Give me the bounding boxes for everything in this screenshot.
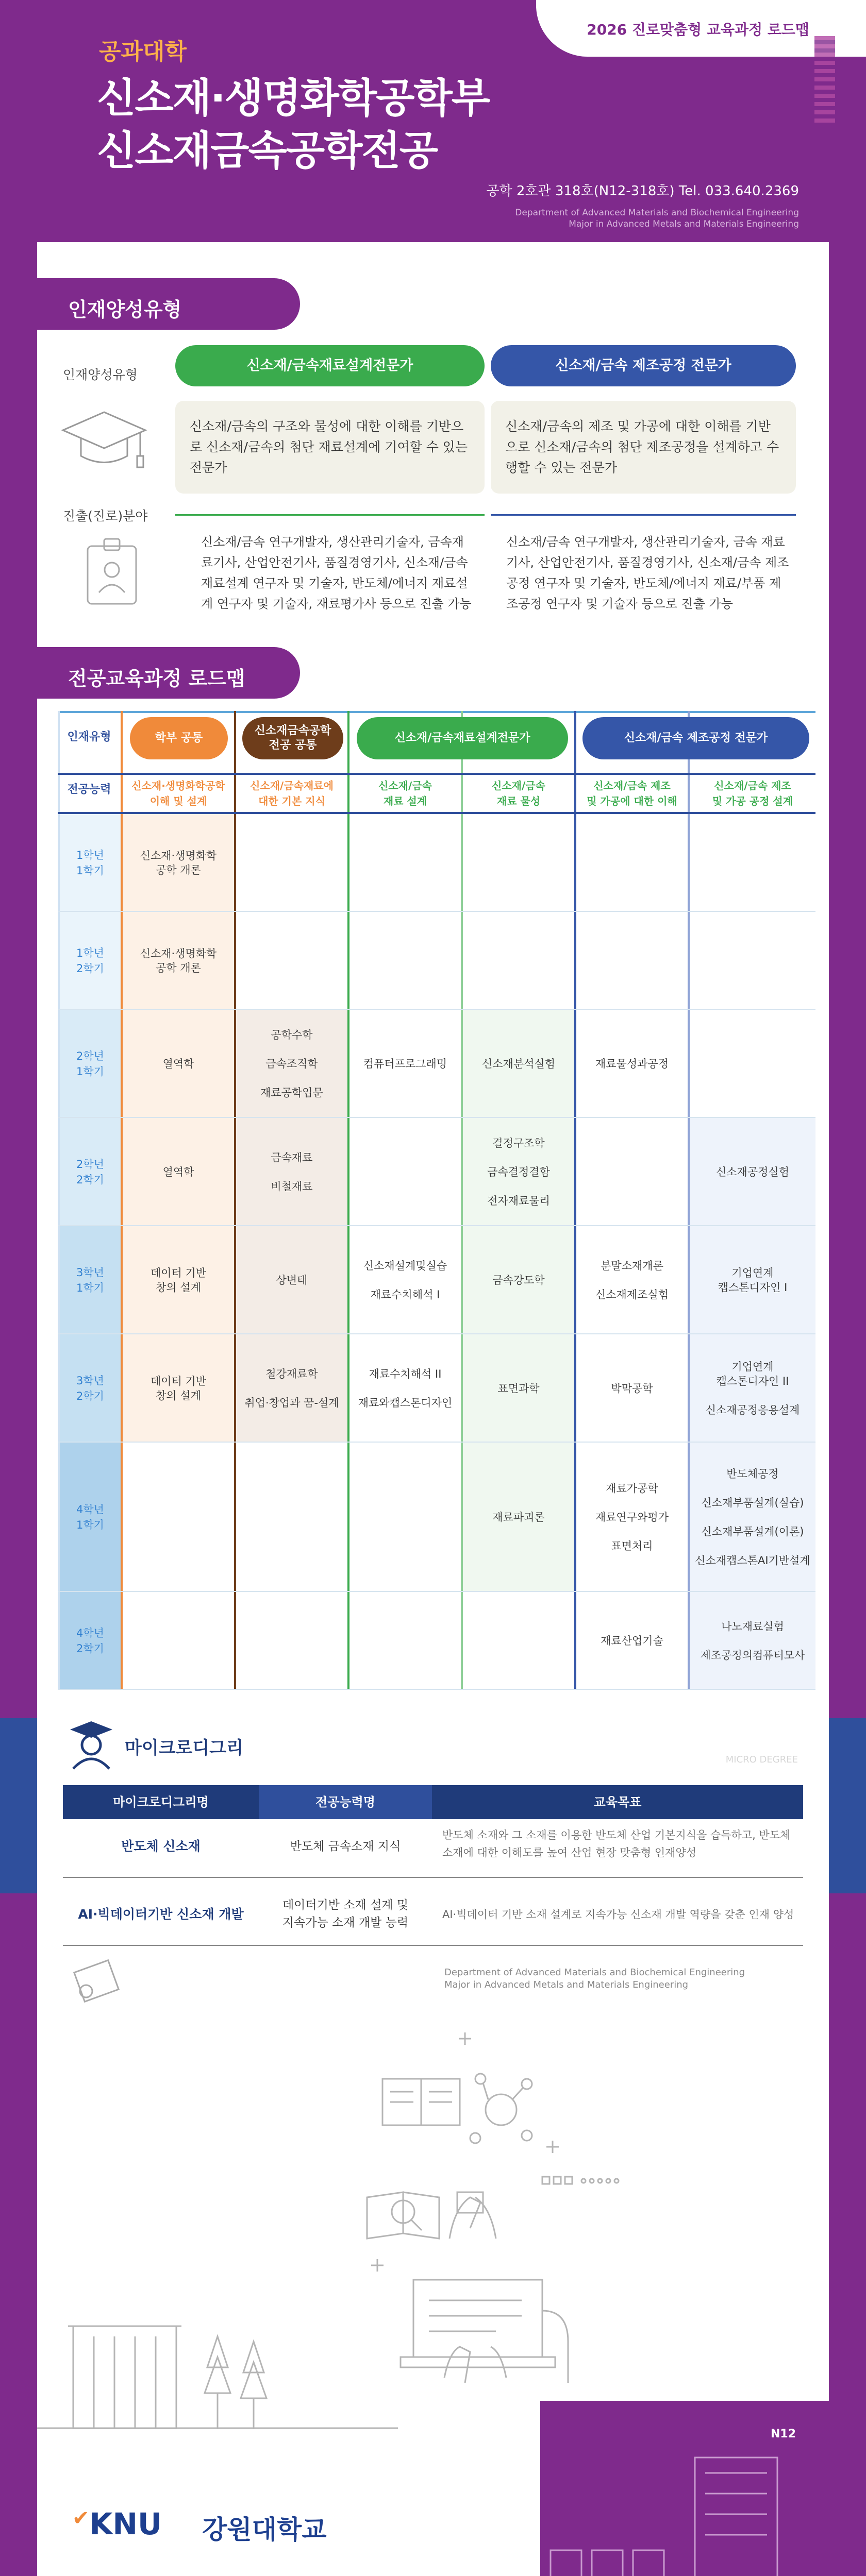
course-name: 신소재분석실험 [481, 1058, 555, 1070]
micro-row-ability: 반도체 금속소재 지식 [290, 1840, 401, 1853]
section-title-talent: 인재양성유형 [68, 298, 182, 321]
course-name: 금속재료 비철재료 [271, 1151, 313, 1193]
course-name: 신소재공정실험 [715, 1166, 789, 1178]
diploma-scroll-icon [68, 1950, 125, 2007]
micro-row-name: AI·빅데이터기반 신소재 개발 [78, 1907, 244, 1922]
dept-english-name [515, 207, 799, 230]
course-name: 결정구조학 금속결정결함 전자재료물리 [487, 1137, 550, 1207]
semester-term: 1학기 [76, 1282, 104, 1294]
row-label-type: 인재유형 [67, 731, 111, 743]
dept-english-line2: Major in Advanced Metals and Materials Engineering [569, 219, 799, 229]
semester-year: 3학년 [76, 1375, 104, 1387]
course-name: 데이터 기반 창의 설계 [150, 1267, 207, 1294]
micro-row-divider [63, 1945, 803, 1946]
page-header [0, 0, 866, 242]
career-bracket-design [175, 514, 485, 521]
roadmap-cell [690, 1010, 815, 1118]
semester-year: 2학년 [76, 1158, 104, 1171]
page-title-line2: 신소재금속공학전공 [97, 128, 438, 174]
roadmap-cell [349, 1118, 461, 1226]
building-code: N12 [771, 2428, 796, 2441]
graduate-icon [68, 1718, 114, 1770]
roadmap-cell [463, 912, 574, 1010]
micro-degree-watermark: MICRO DEGREE [725, 1754, 798, 1765]
semester-year: 1학년 [76, 947, 104, 959]
footer-purple-block [540, 2401, 829, 2576]
capability-0: 신소재·생명화학공학 이해 및 설계 [131, 779, 225, 807]
graduation-cap-icon [58, 407, 151, 474]
capability-4: 신소재/금속 제조 및 가공에 대한 이해 [587, 779, 677, 807]
talent-type-label: 인재양성유형 [63, 367, 138, 382]
micro-row-ability: 데이터기반 소재 설계 및 지속가능 소재 개발 능력 [282, 1899, 409, 1929]
semester-term: 1학기 [76, 1519, 104, 1531]
semester-row [58, 1118, 815, 1226]
course-name: 재료산업기술 [601, 1635, 663, 1647]
roadmap-cell [576, 814, 688, 912]
capability-5: 신소재/금속 제조 및 가공 공정 설계 [712, 779, 793, 807]
section-title-roadmap: 전공교육과정 로드맵 [68, 667, 245, 690]
section-tab-roadmap [37, 647, 300, 699]
page-title-line1: 신소재·생명화학공학부 [97, 75, 490, 122]
micro-degree-panel [37, 1703, 829, 2012]
course-name: 컴퓨터프로그래밍 [363, 1058, 447, 1070]
semester-row [58, 912, 815, 1010]
roadmap-cell [236, 1443, 347, 1592]
micro-row-name: 반도체 신소재 [121, 1839, 201, 1854]
course-name: 공학수학 금속조직학 재료공학입문 [260, 1029, 323, 1099]
roadmap-top-rule [58, 711, 815, 713]
college-name: 공과대학 [99, 39, 187, 65]
roadmap-cell [690, 912, 815, 1010]
semester-term: 2학기 [76, 1390, 104, 1402]
semester-row [58, 1334, 815, 1443]
knu-logo-mark [72, 2506, 162, 2541]
micro-dept-english-line1: Department of Advanced Materials and Biochemical Engineering [444, 1967, 745, 1978]
roadmap-grid [58, 711, 815, 1690]
content-card [37, 242, 829, 1703]
roadmap-cell [690, 814, 815, 912]
header-pill-major-common: 신소재금속공학 전공 공통 [242, 717, 343, 759]
semester-year: 4학년 [76, 1503, 104, 1516]
roadmap-cell [349, 1592, 461, 1690]
course-name: 신소재·생명화학 공학 개론 [140, 850, 217, 876]
career-label: 진출(진로)분야 [63, 509, 148, 523]
capability-2: 신소재/금속 재료 설계 [378, 779, 432, 807]
course-name: 데이터 기반 창의 설계 [150, 1375, 207, 1402]
roadmap-tag-text: 2026 진로맞춤형 교육과정 로드맵 [587, 21, 809, 38]
semester-label [60, 1502, 121, 1533]
semester-year: 1학년 [76, 849, 104, 861]
roadmap-cell [236, 814, 347, 912]
talent-desc-design: 신소재/금속의 구조와 물성에 대한 이해를 기반으로 신소재/금속의 첨단 재료설계에 기여할 수 있는 전문가 [175, 401, 485, 494]
course-name: 재료물성과공정 [595, 1058, 669, 1070]
section-tab-talent [37, 278, 300, 330]
course-name: 재료수치해석 II 재료와캡스톤디자인 [358, 1368, 453, 1409]
roadmap-cell [576, 912, 688, 1010]
roadmap-cell [349, 814, 461, 912]
header-pill-design: 신소재/금속재료설계전문가 [357, 717, 568, 759]
capability-1: 신소재/금속재료에 대한 기본 지식 [250, 779, 334, 807]
course-name: 재료파괴론 [492, 1511, 545, 1523]
roadmap-cell [236, 912, 347, 1010]
semester-divider [58, 1689, 815, 1690]
course-name: 신소재·생명화학 공학 개론 [140, 947, 217, 974]
course-name: 상변태 [276, 1274, 308, 1286]
roadmap-cell [349, 912, 461, 1010]
career-bracket-process [491, 514, 796, 521]
micro-dept-english-line2: Major in Advanced Metals and Materials Engineering [444, 1979, 689, 1990]
career-text-process: 신소재/금속 연구개발자, 생산관리기술자, 금속 재료기사, 산업안전기사, 품질경영기사, 신소재/금속 제조공정 연구자 및 기술자, 반도체/에너지 재료/부품 제조공정 연구자 및 기술자 등으로 진출 가능 [506, 535, 789, 611]
semester-label [60, 1373, 121, 1404]
semester-term: 2학기 [76, 1642, 104, 1655]
micro-row-goal: AI·빅데이터 기반 소재 설계로 지속가능 신소재 개발 역량을 갖춘 인재 양성 [442, 1908, 794, 1921]
semester-label [60, 945, 121, 976]
roadmap-cell [349, 1443, 461, 1592]
knu-logo-text: KNU [89, 2506, 162, 2541]
course-name: 표면과학 [497, 1382, 540, 1395]
semester-label [60, 848, 121, 878]
semester-label [60, 1265, 121, 1296]
micro-head-goal: 교육목표 [432, 1785, 803, 1819]
semester-year: 3학년 [76, 1266, 104, 1279]
roadmap-cell [576, 1118, 688, 1226]
semester-label [60, 1157, 121, 1188]
course-name: 기업연계 캡스톤디자인 I [718, 1267, 788, 1294]
semester-year: 2학년 [76, 1050, 104, 1062]
footer-building-outline [540, 2452, 829, 2576]
semester-row [58, 1443, 815, 1592]
course-name: 금속강도학 [492, 1274, 545, 1286]
header-pill-process: 신소재/금속 제조공정 전문가 [582, 717, 809, 759]
talent-type-process-pill: 신소재/금속 제조공정 전문가 [491, 345, 796, 386]
course-name: 기업연계 캡스톤디자인 II 신소재공정응용설계 [705, 1361, 800, 1416]
roadmap-cell [123, 1443, 234, 1592]
capability-top-rule [58, 773, 815, 775]
course-name: 열역학 [162, 1166, 194, 1178]
campus-building-illustration [37, 2264, 398, 2429]
micro-dept-english [444, 1967, 745, 1991]
contact-info: 공학 2호관 318호(N12-318호) Tel. 033.640.2369 [486, 183, 799, 199]
micro-degree-title: 마이크로디그리 [125, 1738, 243, 1758]
semester-term: 2학기 [76, 962, 104, 975]
micro-head-ability: 전공능력명 [259, 1785, 432, 1819]
course-name: 나노재료실험 제조공정의컴퓨터모사 [700, 1620, 805, 1662]
course-name: 철강재료학 취업·창업과 꿈-설계 [244, 1368, 339, 1409]
decorative-stripe [814, 36, 835, 124]
course-name: 박막공학 [611, 1382, 653, 1395]
roadmap-cell [463, 1592, 574, 1690]
talent-desc-process: 신소재/금속의 제조 및 가공에 대한 이해를 기반으로 신소재/금속의 첨단 제조공정을 설계하고 수행할 수 있는 전문가 [491, 401, 796, 494]
career-text-design: 신소재/금속 연구개발자, 생산관리기술자, 금속재료기사, 산업안전기사, 품질경영기사, 신소재/금속 재료설계 연구자 및 기술자, 반도체/에너지 재료설계 연구자 및 기술자, 재료평가사 등으로 진출 가능 [201, 535, 472, 611]
semester-row [58, 1592, 815, 1690]
semester-year: 4학년 [76, 1627, 104, 1639]
capability-3: 신소재/금속 재료 물성 [492, 779, 545, 807]
roadmap-cell [463, 814, 574, 912]
micro-row-goal: 반도체 소재와 그 소재를 이용한 반도체 산업 기본지식을 습득하고, 반도체 소재에 대한 이해도를 높여 산업 현장 맞춤형 인재양성 [442, 1829, 791, 1859]
semester-term: 2학기 [76, 1174, 104, 1186]
talent-type-design-pill: 신소재/금속재료설계전문가 [175, 345, 485, 386]
row-label-capability: 전공능력 [67, 783, 111, 796]
course-name: 신소재설계및실습 재료수치해석 I [363, 1260, 447, 1301]
header-pill-common: 학부 공통 [130, 717, 228, 759]
semester-row [58, 1010, 815, 1118]
micro-head-name: 마이크로디그리명 [63, 1785, 259, 1819]
knu-logo-accent-icon: ✔ [72, 2506, 90, 2530]
semester-row [58, 1226, 815, 1334]
course-name: 열역학 [162, 1058, 194, 1070]
id-badge-icon [84, 536, 140, 608]
micro-row-divider [63, 1877, 803, 1878]
course-name: 재료가공학 재료연구와평가 표면처리 [595, 1482, 669, 1552]
dept-english-line1: Department of Advanced Materials and Biochemical Engineering [515, 208, 799, 218]
semester-label [60, 1625, 121, 1656]
university-name: 강원대학교 [202, 2515, 327, 2545]
roadmap-cell [236, 1592, 347, 1690]
course-name: 반도체공정 신소재부품설계(실습) 신소재부품설계(이론) 신소재캡스톤AI기반설계 [695, 1468, 810, 1567]
roadmap-cell [123, 1592, 234, 1690]
semester-term: 1학기 [76, 1065, 104, 1078]
semester-term: 1학기 [76, 865, 104, 877]
course-name: 분말소재개론 신소재제조실험 [595, 1260, 669, 1301]
semester-label [60, 1048, 121, 1079]
semester-row [58, 814, 815, 912]
